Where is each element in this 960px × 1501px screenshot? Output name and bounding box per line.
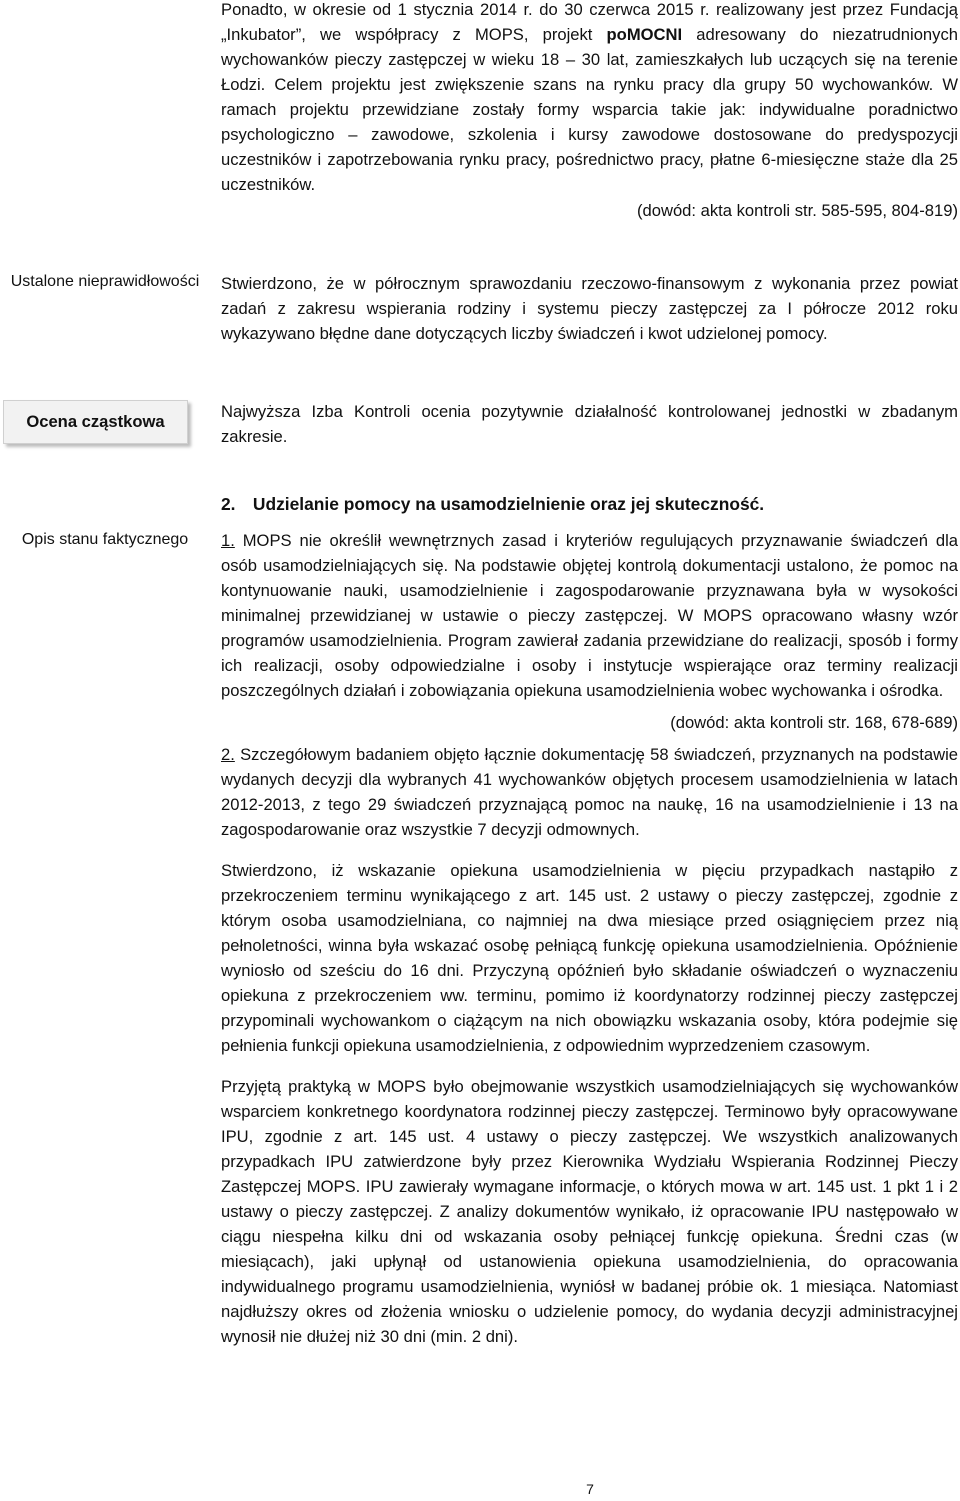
partial-assessment-section <box>221 399 958 449</box>
page-number: 7 <box>586 1481 594 1497</box>
facts-label: Opis stanu faktycznego <box>21 531 189 548</box>
irregularities-label: Ustalone nieprawidłowości <box>10 273 200 290</box>
delay-paragraph: Stwierdzono, iż wskazanie opiekuna usamodzielnienia w pięciu przypadkach nastąpiło z przekroczeniem terminu wynikającego z art. 145 ust. 2 ustawy o pieczy zastępczej, zgodnie z którym osoba usamodzielniana, co najmniej na dwa miesiące przed osiągnięciem przez nią pełnoletności, winna była wskazać osobę pełniącą funkcję opiekuna usamodzielnienia. Opóźnienie wyniosło od sześciu do 16 dni. Przyczyną opóźnień było składanie oświadczeń o wyznaczeniu opiekuna z przekroczeniem ww. terminu, pomimo iż koordynatorzy rodzinnej pieczy zastępczej przypominali wychowankom o ciążącym na nich obowiązku wskazania osoby, która podejmie się pełnienia funkcji opiekuna usamodzielnienia, z odpowiednim wyprzedzeniem czasowym. <box>221 861 958 1055</box>
project-name: poMOCNI <box>606 25 683 44</box>
item-1-evidence: (dowód: akta kontroli str. 168, 678-689) <box>670 713 958 732</box>
practice-paragraph: Przyjętą praktyką w MOPS było obejmowanie wszystkich usamodzielniających się wychowanków wsparciem konkretnego koordynatora rodzinnej pieczy zastępczej. Terminowo były opracowywane IPU, zgodnie z art. 145 ust. 4 ustawy o pieczy zastępczej. We wszystkich analizowanych przypadkach IPU zatwierdzone były przez Kierownika Wydziału Wspierania Rodzinnej Pieczy Zastępczej MOPS. IPU zawierały wymagane informacje, o których mowa w art. 145 ust. 1 pkt 1 i 2 ustawy o pieczy zastępczej. Z analizy dokumentów wynikało, iż opracowanie IPU następowało w ciągu niespełna kilku dni od wskazania osoby pełniącej funkcję opiekuna. Średni czas (w miesiącach), jaki upłynął od ustanowienia opiekuna usamodzielnienia, do opracowania indywidualnego programu usamodzielnienia, wyniósł w badanej próbie ok. 1 miesiąca. Natomiast najdłuższy okres od złożenia wniosku o udzielenie pomocy, do wydania decyzji administracyjnej wynosił nie dłużej niż 30 dni (min. 2 dni). <box>221 1077 958 1346</box>
irregularities-text: Stwierdzono, że w półrocznym sprawozdaniu rzeczowo-finansowym z wykonania przez powiat zadań z zakresu wspierania rodziny i systemu pieczy zastępczej za I półrocze 2012 roku wykazywano błędne dane dotyczących liczby świadczeń i kwot udzielonej pomocy. <box>221 274 958 343</box>
item-1-paragraph: 1. MOPS nie określił wewnętrznych zasad i kryteriów regulujących przyznawanie świadczeń dla osób usamodzielniających się. Na podstawie objętej kontrolą dokumentacji ustalono, że pomoc na kontynuowanie nauki, usamodzielnienie i zagospodarowanie przyznawana była w wysokości minimalnej przewidzianej w ustawie o pieczy zastępczej. W MOPS opracowano własny wzór programów usamodzielnienia. Program zawierał zadania przewidziane do realizacji, sposób i formy ich realizacji, osoby odpowiedzialne i osoby i instytucje wspierające oraz terminy realizacji poszczególnych działań i zobowiązania opiekuna usamodzielnienia wobec wychowanka i ośrodka. <box>221 531 958 700</box>
intro-section <box>221 0 958 223</box>
partial-assessment-text: Najwyższa Izba Kontroli ocenia pozytywnie działalność kontrolowanej jednostki w zbadanym zakresie. <box>221 402 958 446</box>
partial-assessment-label: Ocena cząstkowa <box>3 400 188 444</box>
item-1-number: 1. <box>221 531 235 550</box>
section-2-heading-wrap <box>221 492 958 517</box>
section-2-body <box>221 528 958 1349</box>
item-2-paragraph: 2. Szczegółowym badaniem objęto łącznie dokumentację 58 świadczeń, przyznanych na podstawie wydanych decyzji dla wybranych 41 wychowanków objętych procesem usamodzielnienia w latach 2012-2013, z tego 29 świadczeń przyznającą pomoc na naukę, 16 na usamodzielnienie i 13 na zagospodarowanie oraz wszystkie 7 decyzji odmownych. <box>221 745 958 839</box>
irregularities-section <box>221 271 958 346</box>
evidence-reference: (dowód: akta kontroli str. 585-595, 804-819) <box>636 201 958 220</box>
section-heading: 2. Udzielanie pomocy na usamodzielnienie oraz jej skuteczność. <box>221 494 765 514</box>
intro-paragraph: Ponadto, w okresie od 1 stycznia 2014 r. do 30 czerwca 2015 r. realizowany jest przez Fundacją „Inkubator”, we współpracy z MOPS, projekt poMOCNI adresowany do niezatrudnionych wychowanków pieczy zastępczej w wieku 18 – 30 lat, zamieszkałych lub uczących się na terenie Łodzi. Celem projektu jest zwiększenie szans na rynku pracy dla grupy 50 wychowanków. W ramach projektu przewidziane zostały formy wsparcia takie jak: indywidualne poradnictwo psychologiczno – zawodowe, szkolenia i kursy zawodowe dostosowane do predyspozycji uczestników i zapotrzebowania rynku pracy, pośrednictwo pracy, płatne 6-miesięczne staże dla 25 uczestników. <box>221 0 958 194</box>
item-2-number: 2. <box>221 745 235 764</box>
